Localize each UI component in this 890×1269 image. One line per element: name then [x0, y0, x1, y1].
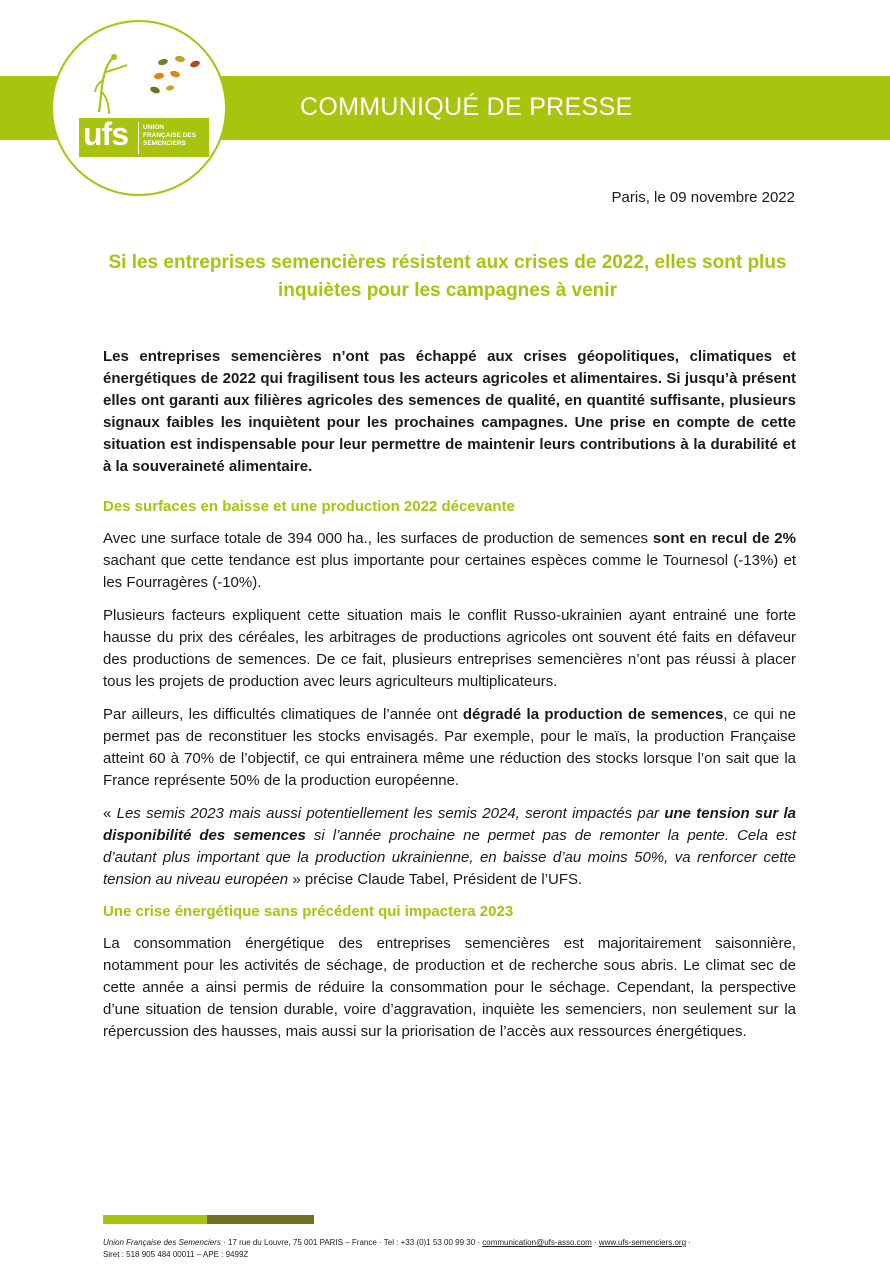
bold-text: sont en recul de 2%: [652, 530, 796, 547]
quote-bold-text: une tension sur la disponibilité des semences: [103, 805, 797, 844]
paragraph: La consommation énergétique des entreprises semencières est majoritairement saisonnière, notamment pour les activités de séchage, de production et de recherche sous abris. Le climat sec de cette année a ainsi permis de réduire la consommation pour le séchage. Cependant, la perspective d’une situation de tension durable, voire d’aggravation, inquiète les semenciers, non seulement sur la répercussion des hausses, mais aussi sur la priorisation de l’accès aux ressources énergétiques.: [103, 935, 796, 1040]
text-run: Par ailleurs, les difficultés climatiques de l’année ont: [103, 706, 463, 723]
section-title: Des surfaces en baisse et une production 2022 décevante: [103, 498, 515, 515]
quote-open: «: [103, 805, 117, 822]
footer-line: [103, 1237, 803, 1249]
headline: Si les entreprises semencières résistent aux crises de 2022, elles sont plus inquiètes pour les campagnes à venir: [108, 252, 787, 301]
logo-name: [143, 124, 196, 148]
logo-name-line: FRANÇAISE DES: [143, 132, 197, 139]
dateline: Paris, le 09 novembre 2022: [611, 189, 795, 206]
footer-bar-olive: [207, 1215, 314, 1224]
quote-attribution: » précise Claude Tabel, Président de l’UFS.: [288, 871, 583, 888]
text-run: sachant que cette tendance est plus importante pour certaines espèces comme le Tournesol (-13%) et les Fourragères (-10%).: [103, 552, 796, 591]
quote-text: si l’année prochaine ne permet pas de remonter la pente. Cela est d’autant plus important que la production ukrainienne, en baisse d’au moins 50%, va renforcer cette tension au niveau européen: [103, 827, 796, 888]
footer-bar-green: [103, 1215, 207, 1224]
text-run: , ce qui ne permet pas de reconstituer les stocks envisagés. Par exemple, pour le maïs, la production Française atteint 60 à 70% de l’objectif, ce qui entrainera même une réduction des stocks lorsque l’on sait que la France représente 50% de la production européenne.: [103, 706, 796, 789]
article-body: [103, 346, 796, 1054]
footer-website-link[interactable]: www.ufs-semenciers.org: [598, 1238, 687, 1247]
footer-siret: Siret : 518 905 484 00011 – APE : 9499Z: [103, 1250, 249, 1259]
quote-text: Les semis 2023 mais aussi potentiellement les semis 2024, seront impactés par: [116, 805, 665, 822]
footer-email-link[interactable]: communication@ufs-asso.com: [482, 1238, 592, 1247]
banner-title: COMMUNIQUÉ DE PRESSE: [300, 93, 633, 121]
lead-paragraph: Les entreprises semencières n’ont pas échappé aux crises géopolitiques, climatiques et énergétiques de 2022 qui fragilisent tous les acteurs agricoles et alimentaires. Si jusqu’à présent elles ont garanti aux filières agricoles des semences de qualité, en quantité suffisante, plusieurs signaux faibles les inquiètent pour les prochaines campagnes. Une prise en compte de cette situation est indispensable pour leur permettre de maintenir leurs contributions à la durabilité et à la souveraineté alimentaire.: [103, 348, 796, 475]
logo-text: ufs: [83, 116, 128, 152]
logo-separator: [138, 122, 139, 154]
quote-paragraph: [103, 803, 796, 891]
bold-text: dégradé la production de semences: [462, 706, 724, 723]
logo-name-line: UNION: [143, 124, 164, 131]
logo-name-line: SEMENCIERS: [143, 140, 186, 147]
footer-address: · 17 rue du Louvre, 75 001 PARIS – France · Tel : +33 (0)1 53 00 99 30 ·: [220, 1238, 483, 1247]
paragraph: [103, 528, 796, 594]
footer-org: Union Française des Semenciers: [103, 1238, 221, 1247]
paragraph: [103, 704, 796, 792]
footer-separator: ·: [686, 1238, 691, 1247]
section-title: Une crise énergétique sans précédent qui impactera 2023: [103, 903, 514, 920]
footer: [103, 1237, 803, 1261]
paragraph: Plusieurs facteurs expliquent cette situation mais le conflit Russo-ukrainien ayant entrainé une forte hausse du prix des céréales, les arbitrages de productions agricoles ont souvent été faits en défaveur des productions de semences. De ce fait, plusieurs entreprises semencières n’ont pas réussi à placer tous les projets de production avec leurs agriculteurs multiplicateurs.: [103, 607, 796, 690]
sower-icon: [75, 50, 215, 120]
text-run: Avec une surface totale de 394 000 ha., les surfaces de production de semences: [103, 530, 653, 547]
footer-separator: ·: [591, 1238, 599, 1247]
